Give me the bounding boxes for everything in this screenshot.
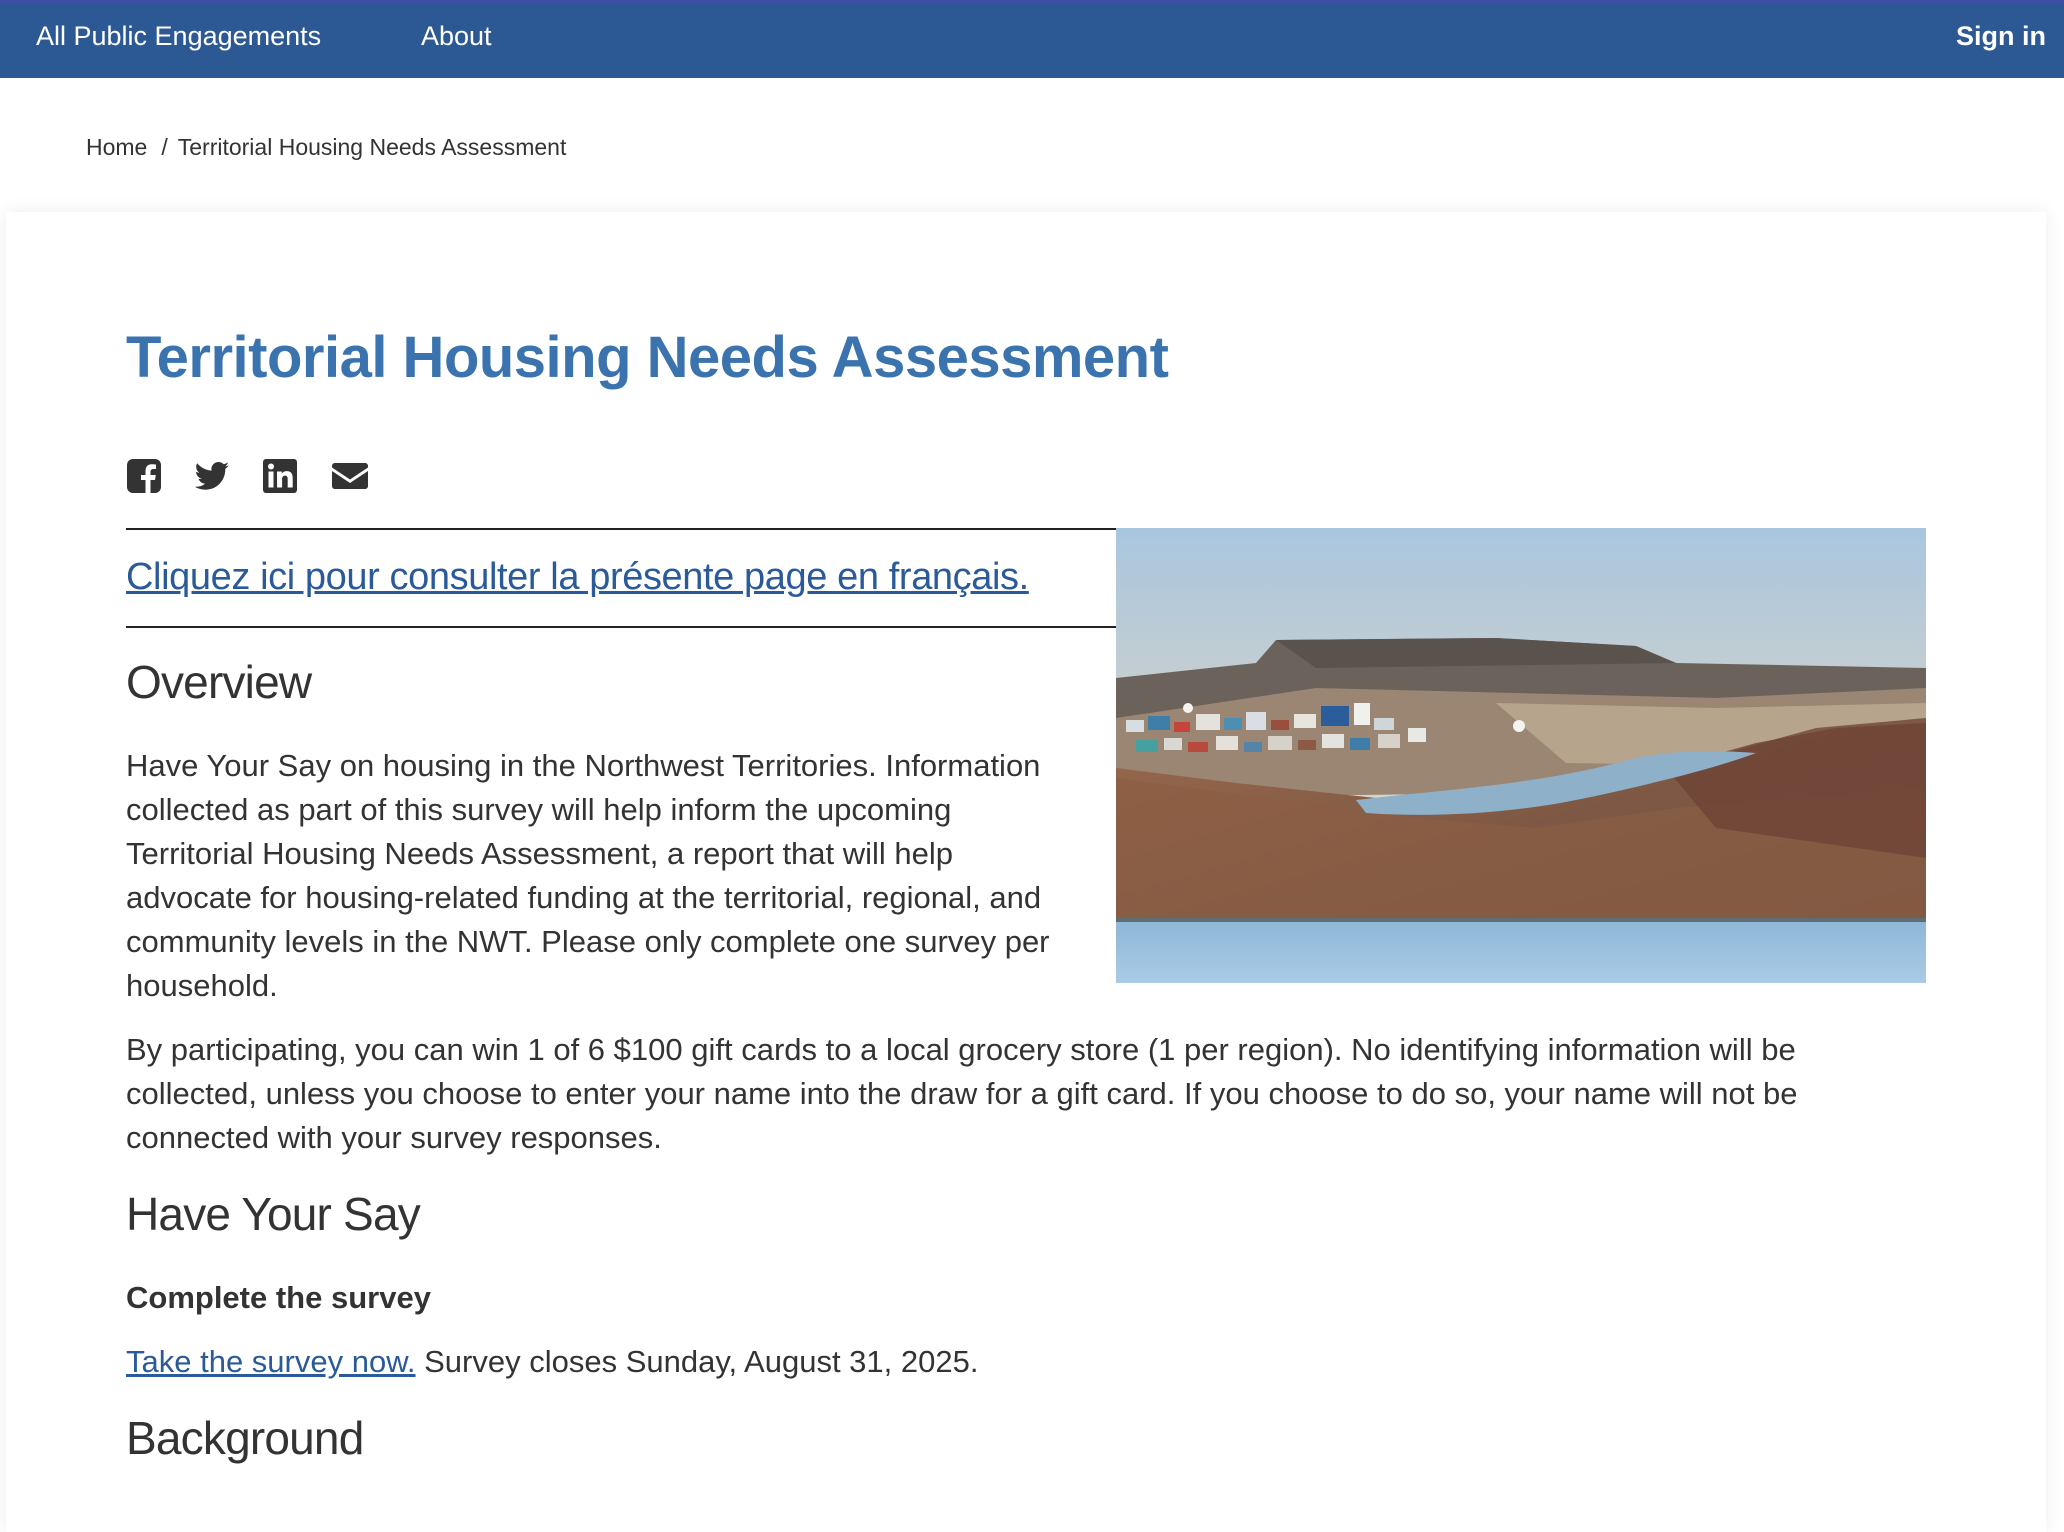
page-title: Territorial Housing Needs Assessment [126, 325, 1169, 390]
survey-line [126, 1340, 978, 1384]
community-landscape-image [1116, 528, 1926, 983]
complete-survey-subheading: Complete the survey [126, 1280, 431, 1315]
survey-closes-text: Survey closes Sunday, August 31, 2025. [415, 1344, 979, 1379]
linkedin-icon[interactable] [262, 458, 298, 494]
breadcrumb-home-link[interactable]: Home [86, 134, 148, 160]
nav-all-public-engagements[interactable]: All Public Engagements [36, 21, 322, 51]
overview-paragraph: Have Your Say on housing in the Northwest Territories. Information collected as part of this survey will help inform the upcoming Territorial Housing Needs Assessment, a report that will help advocate for housing-related funding at the territorial, regional, and community levels in the NWT. Please only complete one survey per household. [126, 748, 1050, 1003]
overview-heading: Overview [126, 656, 312, 708]
share-icons [126, 458, 370, 496]
top-navigation-bar [0, 0, 2064, 78]
sign-in-link[interactable]: Sign in [1956, 21, 2046, 51]
nav-about[interactable]: About [421, 21, 492, 51]
take-survey-link[interactable]: Take the survey now. [126, 1344, 416, 1379]
french-version-link[interactable]: Cliquez ici pour consulter la présente page en français. [126, 556, 1029, 598]
breadcrumb-separator: / [161, 134, 168, 160]
breadcrumb [86, 132, 566, 162]
twitter-icon[interactable] [194, 458, 230, 494]
breadcrumb-current: Territorial Housing Needs Assessment [177, 134, 567, 160]
background-heading: Background [126, 1412, 364, 1464]
prize-paragraph: By participating, you can win 1 of 6 $100 gift cards to a local grocery store (1 per region). No identifying information will be collected, unless you choose to enter your name into the draw for a gift card. If you choose to do so, your name will not be connected with your survey responses. [126, 1032, 1798, 1155]
french-link-box [126, 528, 1116, 628]
facebook-icon[interactable] [126, 458, 162, 494]
email-icon[interactable] [330, 458, 370, 494]
have-your-say-heading: Have Your Say [126, 1188, 420, 1240]
